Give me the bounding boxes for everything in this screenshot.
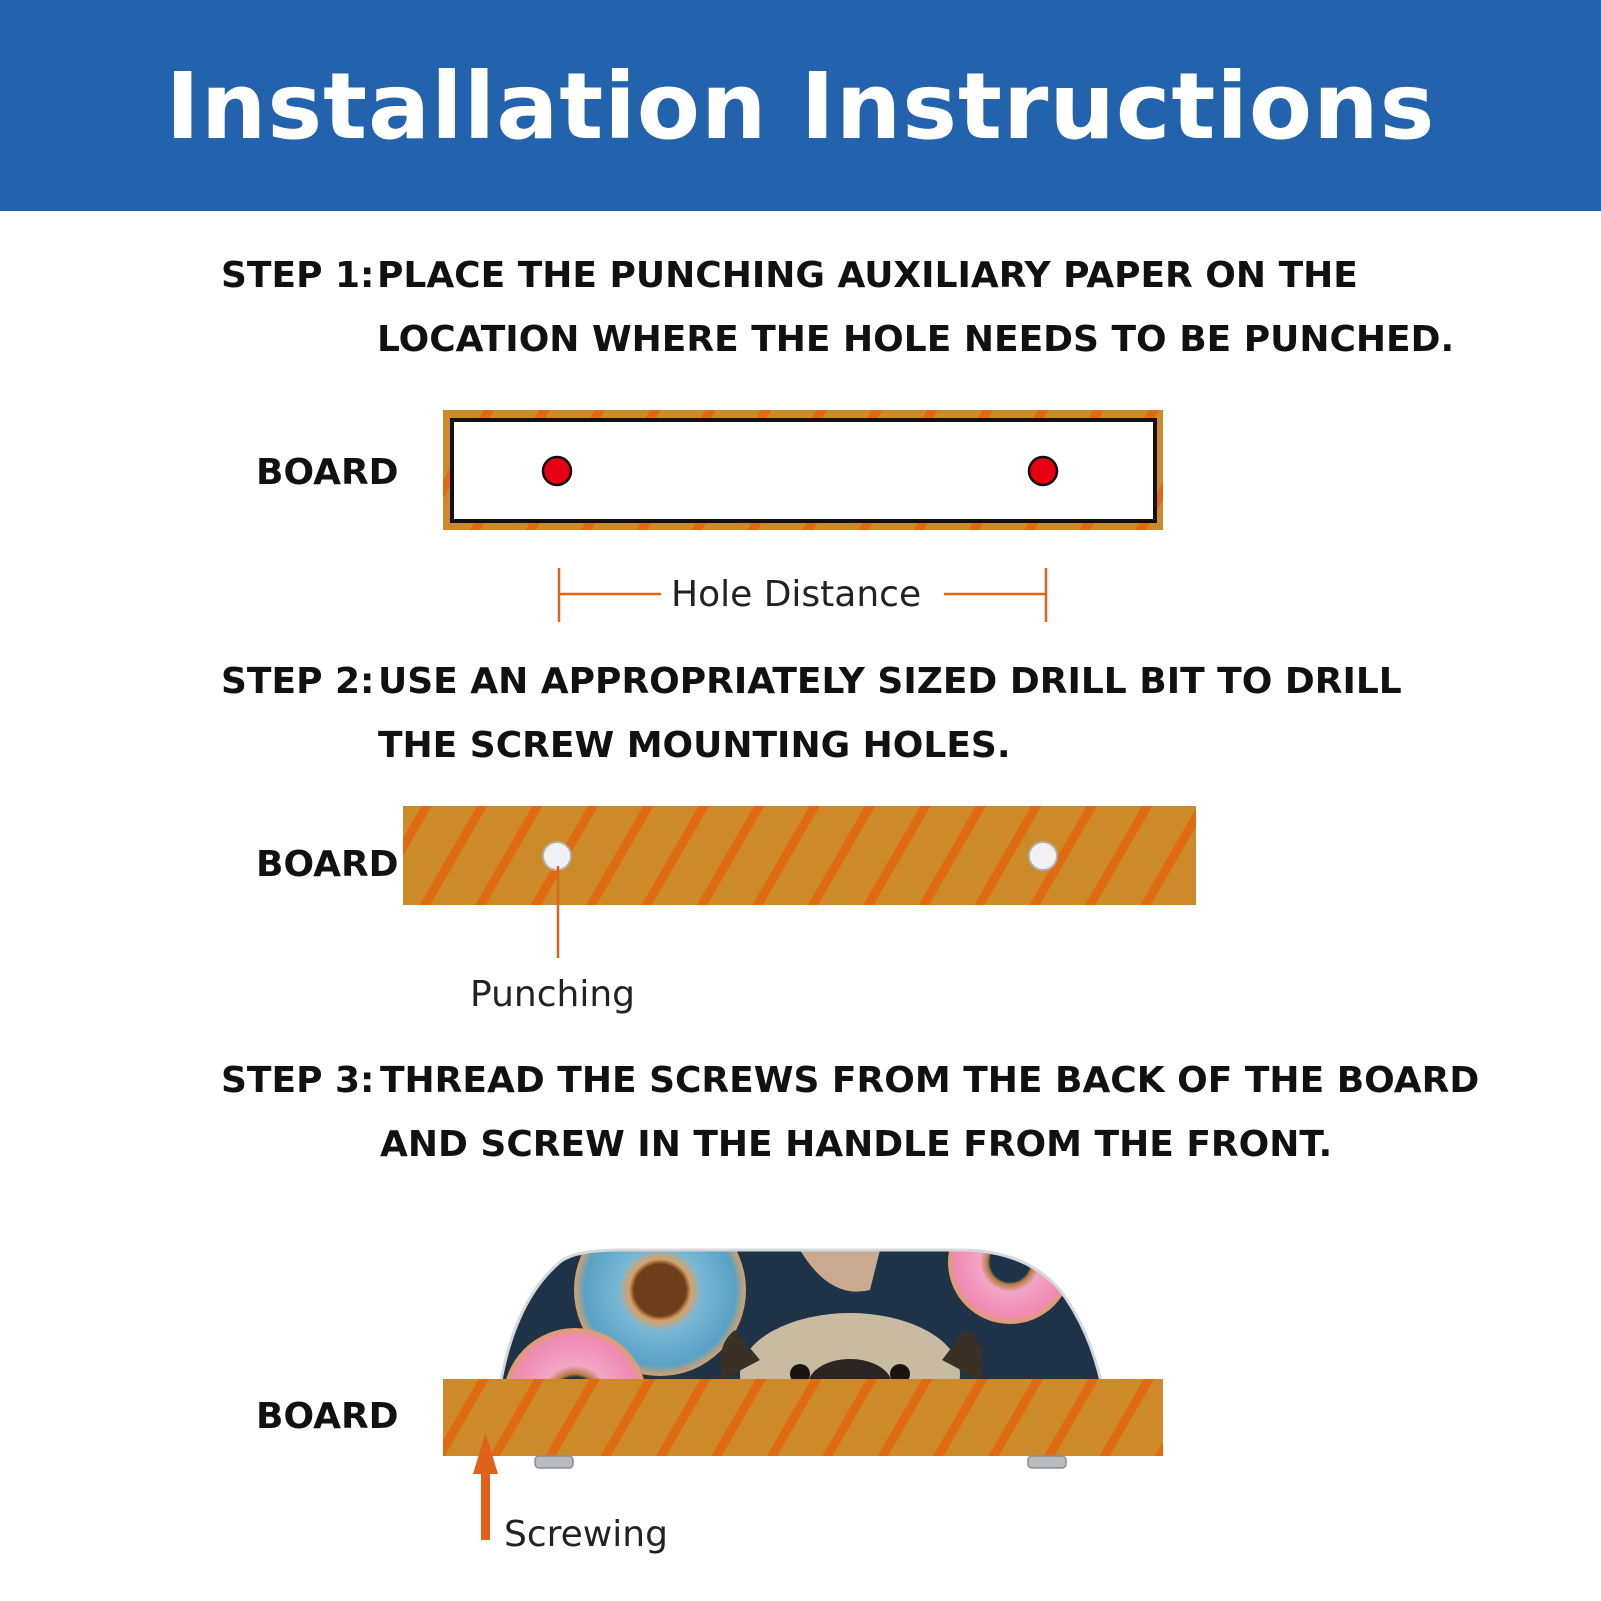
hole-marker-left <box>543 457 571 485</box>
step-3-text-line-1: THREAD THE SCREWS FROM THE BACK OF THE BOARD <box>380 1060 1480 1101</box>
step-1-text-line-2: LOCATION WHERE THE HOLE NEEDS TO BE PUNCHED. <box>377 319 1455 360</box>
hole-distance-label: Hole Distance <box>671 574 922 615</box>
board-label-step-2: BOARD <box>256 844 399 885</box>
hole-marker-right <box>1029 457 1057 485</box>
step-3-label: STEP 3: <box>221 1060 375 1101</box>
board-step-1 <box>443 410 1163 530</box>
board-label-step-1: BOARD <box>256 452 399 493</box>
donut-graphic <box>948 1200 1072 1324</box>
board-step-2 <box>403 806 1196 958</box>
screwing-label: Screwing <box>504 1514 668 1555</box>
screw-head-left <box>535 1456 573 1468</box>
step-2-text-line-1: USE AN APPROPRIATELY SIZED DRILL BIT TO DRILL <box>378 661 1402 702</box>
drilled-hole-right <box>1029 842 1057 870</box>
screw-head-right <box>1028 1456 1066 1468</box>
punching-label: Punching <box>470 974 635 1015</box>
step-1-text-line-1: PLACE THE PUNCHING AUXILIARY PAPER ON THE <box>377 255 1358 296</box>
step-2-label: STEP 2: <box>221 661 375 702</box>
board-step-3 <box>443 1379 1163 1468</box>
step-1-label: STEP 1: <box>221 255 375 296</box>
drilled-hole-left <box>543 842 571 870</box>
step-2-text-line-2: THE SCREW MOUNTING HOLES. <box>378 725 1011 766</box>
board-label-step-3: BOARD <box>256 1396 399 1437</box>
step-3-text-line-2: AND SCREW IN THE HANDLE FROM THE FRONT. <box>380 1124 1333 1165</box>
hole-distance-dimension <box>559 568 1046 622</box>
page-title: Installation Instructions <box>165 53 1436 160</box>
